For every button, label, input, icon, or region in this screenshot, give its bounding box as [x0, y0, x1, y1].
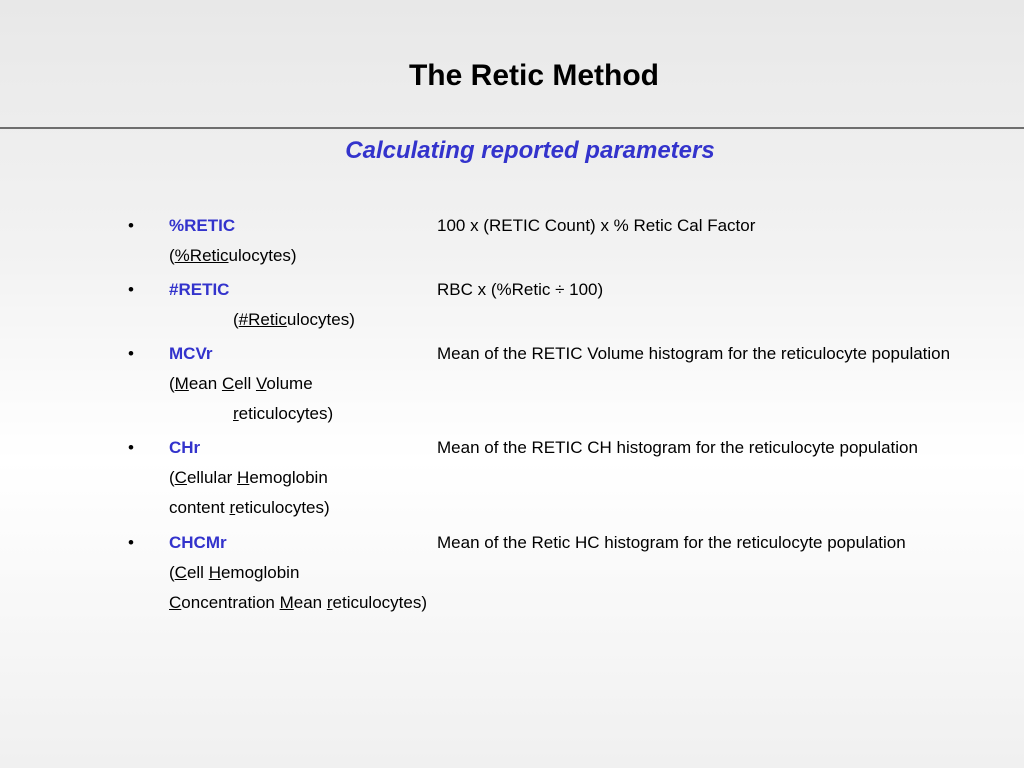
parameter-description: Mean of the RETIC Volume histogram for the reticulocyte population [437, 344, 951, 363]
bullet: • [128, 344, 134, 363]
bullet: • [128, 280, 134, 299]
parameter-name: #RETIC [169, 280, 230, 299]
parameter-term [169, 433, 330, 523]
parameter-name: %RETIC [169, 216, 236, 235]
parameter-term [169, 211, 297, 271]
slide-title: The Retic Method [408, 59, 659, 92]
parameter-expansion: (%Reticulocytes) [169, 246, 297, 265]
parameter-expansion-cont: content reticulocytes) [169, 498, 330, 517]
bullet: • [128, 533, 134, 552]
parameter-description: Mean of the Retic HC histogram for the reticulocyte population [437, 533, 906, 552]
parameter-description: RBC x (%Retic ÷ 100) [437, 280, 604, 299]
parameter-name: MCVr [169, 344, 213, 363]
parameter-expansion: (#Reticulocytes) [233, 310, 355, 329]
bullet: • [128, 438, 134, 457]
bullet: • [128, 216, 134, 235]
parameter-description: Mean of the RETIC CH histogram for the reticulocyte population [437, 438, 918, 457]
parameter-name: CHr [169, 438, 201, 457]
parameter-expansion: (Mean Cell Volume [169, 374, 313, 393]
parameter-term [169, 528, 427, 618]
title-divider [0, 127, 1024, 129]
parameter-expansion-cont: Concentration Mean reticulocytes) [169, 593, 427, 612]
parameter-expansion: (Cell Hemoglobin [169, 563, 300, 582]
slide-subtitle: Calculating reported parameters [345, 137, 715, 164]
parameter-expansion-cont: reticulocytes) [233, 404, 334, 423]
parameter-term [169, 339, 333, 429]
parameter-name: CHCMr [169, 533, 227, 552]
parameter-expansion: (Cellular Hemoglobin [169, 468, 328, 487]
parameter-term [169, 275, 355, 335]
parameter-description: 100 x (RETIC Count) x % Retic Cal Factor [437, 216, 756, 235]
